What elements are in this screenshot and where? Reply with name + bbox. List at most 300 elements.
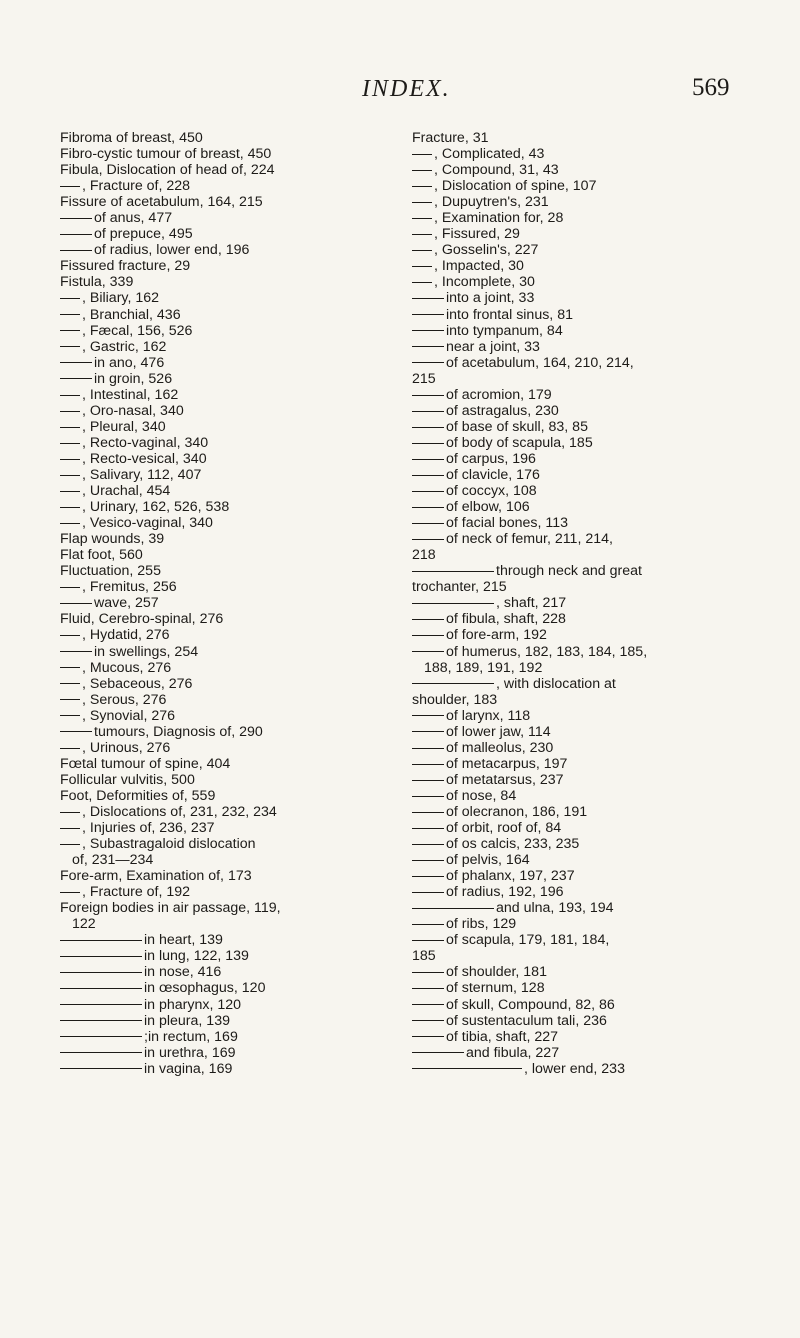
index-entry xyxy=(60,387,390,403)
index-entry xyxy=(60,371,390,387)
ditto-dash xyxy=(412,796,444,797)
index-entry xyxy=(412,644,752,660)
index-entry xyxy=(60,547,390,563)
index-entry xyxy=(412,194,752,210)
index-entry xyxy=(60,499,390,515)
index-entry-text: and fibula, 227 xyxy=(466,1044,560,1061)
index-entry xyxy=(60,740,390,756)
index-entry xyxy=(60,451,390,467)
index-entry-text: of olecranon, 186, 191 xyxy=(446,803,588,820)
index-entry xyxy=(412,1045,752,1061)
ditto-dash xyxy=(60,828,80,829)
ditto-dash xyxy=(412,507,444,508)
index-entry-text: of nose, 84 xyxy=(446,787,517,804)
index-entry-text: into a joint, 33 xyxy=(446,290,535,307)
ditto-dash xyxy=(60,651,92,652)
index-entry-text: , Recto-vesical, 340 xyxy=(82,450,207,467)
index-entry-text: , Fracture of, 228 xyxy=(82,178,191,195)
ditto-dash xyxy=(60,988,142,989)
index-entry-text: , with dislocation at xyxy=(496,675,616,692)
index-entry xyxy=(60,226,390,242)
ditto-dash xyxy=(412,603,494,604)
ditto-dash xyxy=(60,298,80,299)
index-entry xyxy=(412,1061,752,1077)
index-entry-text: , Hydatid, 276 xyxy=(82,627,170,644)
ditto-dash xyxy=(60,1020,142,1021)
index-entry-text: wave, 257 xyxy=(94,595,159,612)
index-entry xyxy=(412,836,752,852)
index-entry-text: of radius, 192, 196 xyxy=(446,884,564,901)
ditto-dash xyxy=(60,715,80,716)
index-entry xyxy=(60,627,390,643)
index-entry xyxy=(412,676,752,692)
index-entry xyxy=(60,772,390,788)
index-entry xyxy=(412,1013,752,1029)
ditto-dash xyxy=(60,314,80,315)
index-entry xyxy=(60,323,390,339)
ditto-dash xyxy=(412,1020,444,1021)
ditto-dash xyxy=(412,234,432,235)
ditto-dash xyxy=(412,266,432,267)
index-entry-text: of malleolus, 230 xyxy=(446,739,554,756)
index-entry-text: Foot, Deformities of, 559 xyxy=(60,787,216,804)
index-entry xyxy=(60,724,390,740)
ditto-dash xyxy=(412,780,444,781)
index-entry-text: of pelvis, 164 xyxy=(446,852,530,869)
index-entry-text: in pharynx, 120 xyxy=(144,996,242,1013)
index-entry-text: of larynx, 118 xyxy=(446,707,531,724)
index-column-left xyxy=(60,130,390,1077)
index-entry-text: , Fissured, 29 xyxy=(434,226,520,243)
index-entry-text: , Serous, 276 xyxy=(82,691,167,708)
ditto-dash xyxy=(60,972,142,973)
index-entry xyxy=(412,451,752,467)
index-entry-text: Fibro-cystic tumour of breast, 450 xyxy=(60,146,272,163)
ditto-dash xyxy=(412,748,444,749)
index-entry-text: , Gosselin's, 227 xyxy=(434,242,539,259)
index-entry xyxy=(412,371,752,387)
index-entry xyxy=(60,611,390,627)
ditto-dash xyxy=(412,731,444,732)
index-entry xyxy=(412,820,752,836)
index-entry xyxy=(412,980,752,996)
index-entry xyxy=(60,515,390,531)
ditto-dash xyxy=(412,346,444,347)
ditto-dash xyxy=(60,491,80,492)
index-entry-text: of prepuce, 495 xyxy=(94,226,193,243)
index-entry-text: , Urinary, 162, 526, 538 xyxy=(82,499,230,516)
index-entry-text: in urethra, 169 xyxy=(144,1044,236,1061)
index-entry-text: , Mucous, 276 xyxy=(82,659,172,676)
ditto-dash xyxy=(412,908,494,909)
ditto-dash xyxy=(60,1068,142,1069)
ditto-dash xyxy=(412,298,444,299)
ditto-dash xyxy=(412,828,444,829)
index-entry-text: Fore-arm, Examination of, 173 xyxy=(60,868,252,885)
ditto-dash xyxy=(60,940,142,941)
index-entry-text: of facial bones, 113 xyxy=(446,515,568,532)
index-entry xyxy=(60,130,390,146)
ditto-dash xyxy=(60,731,92,732)
index-entry xyxy=(60,146,390,162)
ditto-dash xyxy=(412,395,444,396)
index-entry-text: trochanter, 215 xyxy=(412,579,507,596)
index-entry xyxy=(60,836,390,852)
index-entry xyxy=(412,563,752,579)
ditto-dash xyxy=(60,234,92,235)
ditto-dash xyxy=(412,491,444,492)
index-entry-text: shoulder, 183 xyxy=(412,691,498,708)
index-entry-text: Fluctuation, 255 xyxy=(60,563,161,580)
ditto-dash xyxy=(60,507,80,508)
ditto-dash xyxy=(60,523,80,524)
index-entry-text: of tibia, shaft, 227 xyxy=(446,1028,558,1045)
index-entry-text: in vagina, 169 xyxy=(144,1060,233,1077)
index-entry xyxy=(60,980,390,996)
index-entry-text: into frontal sinus, 81 xyxy=(446,306,573,323)
index-entry-text: in nose, 416 xyxy=(144,964,222,981)
index-entry-text: of elbow, 106 xyxy=(446,499,530,516)
ditto-dash xyxy=(60,956,142,957)
index-entry xyxy=(60,1013,390,1029)
index-entry-text: 218 xyxy=(412,547,436,564)
index-entry-text: Foreign bodies in air passage, 119, xyxy=(60,900,281,917)
index-entry-text: 188, 189, 191, 192 xyxy=(424,659,543,676)
index-entry-text: in groin, 526 xyxy=(94,370,173,387)
index-entry xyxy=(412,964,752,980)
index-entry xyxy=(412,692,752,708)
index-entry xyxy=(412,178,752,194)
ditto-dash xyxy=(412,523,444,524)
index-entry xyxy=(412,740,752,756)
index-entry xyxy=(412,419,752,435)
ditto-dash xyxy=(60,218,92,219)
index-entry-text: of coccyx, 108 xyxy=(446,483,537,500)
ditto-dash xyxy=(412,459,444,460)
index-entry xyxy=(60,194,390,210)
ditto-dash xyxy=(412,892,444,893)
ditto-dash xyxy=(60,844,80,845)
index-entry-text: of skull, Compound, 82, 86 xyxy=(446,996,615,1013)
index-entry xyxy=(412,997,752,1013)
index-entry-text: of fibula, shaft, 228 xyxy=(446,611,566,628)
index-entry xyxy=(60,339,390,355)
index-entry xyxy=(60,788,390,804)
index-entry-text: Flap wounds, 39 xyxy=(60,531,165,548)
index-entry-text: of body of scapula, 185 xyxy=(446,434,593,451)
index-entry-text: in swellings, 254 xyxy=(94,643,199,660)
index-entry-text: in œsophagus, 120 xyxy=(144,980,266,997)
index-entry-text: of humerus, 182, 183, 184, 185, xyxy=(446,643,648,660)
ditto-dash xyxy=(60,330,80,331)
ditto-dash xyxy=(412,635,444,636)
index-entry-text: of clavicle, 176 xyxy=(446,466,540,483)
ditto-dash xyxy=(60,346,80,347)
index-entry-text: of astragalus, 230 xyxy=(446,402,559,419)
index-entry-text: of scapula, 179, 181, 184, xyxy=(446,932,610,949)
index-entry xyxy=(60,435,390,451)
index-entry xyxy=(60,644,390,660)
index-entry xyxy=(60,964,390,980)
index-entry-text: , Vesico-vaginal, 340 xyxy=(82,515,213,532)
index-entry xyxy=(60,290,390,306)
ditto-dash xyxy=(60,395,80,396)
index-entry xyxy=(60,916,390,932)
ditto-dash xyxy=(412,411,444,412)
index-entry-text: ;in rectum, 169 xyxy=(144,1028,238,1045)
index-entry-text: , Pleural, 340 xyxy=(82,418,166,435)
index-entry-text: of base of skull, 83, 85 xyxy=(446,418,588,435)
ditto-dash xyxy=(412,571,494,572)
ditto-dash xyxy=(412,250,432,251)
index-entry xyxy=(60,900,390,916)
index-entry-text: of orbit, roof of, 84 xyxy=(446,820,562,837)
ditto-dash xyxy=(60,587,80,588)
ditto-dash xyxy=(412,427,444,428)
index-entry xyxy=(60,1029,390,1045)
index-entry-text: , Dislocations of, 231, 232, 234 xyxy=(82,803,277,820)
page-header xyxy=(0,72,800,112)
ditto-dash xyxy=(412,924,444,925)
index-entry xyxy=(60,403,390,419)
index-entry-text: , Complicated, 43 xyxy=(434,146,545,163)
index-entry xyxy=(60,467,390,483)
index-entry xyxy=(60,419,390,435)
index-entry xyxy=(412,515,752,531)
index-entry xyxy=(412,756,752,772)
ditto-dash xyxy=(412,844,444,845)
ditto-dash xyxy=(412,1004,444,1005)
index-entry-text: Fistula, 339 xyxy=(60,274,134,291)
index-entry xyxy=(60,162,390,178)
ditto-dash xyxy=(60,635,80,636)
index-entry-text: , Compound, 31, 43 xyxy=(434,162,559,179)
index-entry xyxy=(412,708,752,724)
index-entry-text: Fissure of acetabulum, 164, 215 xyxy=(60,194,263,211)
ditto-dash xyxy=(412,443,444,444)
index-entry xyxy=(412,403,752,419)
ditto-dash xyxy=(60,378,92,379)
index-entry-text: of fore-arm, 192 xyxy=(446,627,547,644)
index-entry xyxy=(60,531,390,547)
index-entry-text: of sustentaculum tali, 236 xyxy=(446,1012,607,1029)
index-entry-text: Flat foot, 560 xyxy=(60,547,143,564)
index-entry-text: near a joint, 33 xyxy=(446,338,540,355)
ditto-dash xyxy=(412,475,444,476)
ditto-dash xyxy=(412,876,444,877)
ditto-dash xyxy=(60,362,92,363)
ditto-dash xyxy=(60,443,80,444)
index-entry xyxy=(412,483,752,499)
index-entry-text: , Sebaceous, 276 xyxy=(82,675,193,692)
index-entry-text: in lung, 122, 139 xyxy=(144,948,249,965)
index-entry xyxy=(60,660,390,676)
index-entry-text: Fluid, Cerebro-spinal, 276 xyxy=(60,611,224,628)
index-entry xyxy=(412,948,752,964)
index-entry-text: of radius, lower end, 196 xyxy=(94,242,250,259)
index-entry-text: and ulna, 193, 194 xyxy=(496,900,614,917)
index-entry-text: in pleura, 139 xyxy=(144,1012,230,1029)
ditto-dash xyxy=(60,1036,142,1037)
index-entry-text: , Dislocation of spine, 107 xyxy=(434,178,597,195)
ditto-dash xyxy=(412,940,444,941)
index-entry xyxy=(412,210,752,226)
index-entry xyxy=(412,307,752,323)
index-entry xyxy=(60,210,390,226)
ditto-dash xyxy=(412,314,444,315)
ditto-dash xyxy=(412,202,432,203)
index-entry xyxy=(60,932,390,948)
ditto-dash xyxy=(412,683,494,684)
index-entry xyxy=(60,804,390,820)
index-entry xyxy=(412,499,752,515)
index-entry xyxy=(412,932,752,948)
index-entry-text: in heart, 139 xyxy=(144,932,223,949)
index-entry xyxy=(60,595,390,611)
index-entry-text: , Oro-nasal, 340 xyxy=(82,402,184,419)
index-entry-text: 185 xyxy=(412,948,436,965)
index-entry xyxy=(60,997,390,1013)
index-entry-text: of acetabulum, 164, 210, 214, xyxy=(446,354,634,371)
index-entry-text: Fissured fracture, 29 xyxy=(60,258,191,275)
index-entry xyxy=(412,274,752,290)
index-entry xyxy=(60,274,390,290)
ditto-dash xyxy=(412,812,444,813)
index-entry xyxy=(60,483,390,499)
ditto-dash xyxy=(412,619,444,620)
index-entry-text: of anus, 477 xyxy=(94,210,173,227)
index-entry xyxy=(60,563,390,579)
index-entry xyxy=(60,884,390,900)
index-entry xyxy=(60,1045,390,1061)
ditto-dash xyxy=(60,427,80,428)
ditto-dash xyxy=(60,411,80,412)
index-column-right xyxy=(412,130,752,1077)
index-entry xyxy=(60,692,390,708)
index-entry-text: of carpus, 196 xyxy=(446,450,536,467)
index-entry xyxy=(412,900,752,916)
index-entry xyxy=(412,162,752,178)
page-number: 569 xyxy=(692,74,730,101)
index-entry xyxy=(412,595,752,611)
index-entry xyxy=(412,226,752,242)
index-entry xyxy=(412,531,752,547)
index-entry xyxy=(412,579,752,595)
index-entry-text: , Fracture of, 192 xyxy=(82,884,191,901)
index-entry-text: of sternum, 128 xyxy=(446,980,545,997)
index-entry xyxy=(412,788,752,804)
ditto-dash xyxy=(60,699,80,700)
index-entry-text: , Biliary, 162 xyxy=(82,290,160,307)
index-entry-text: , lower end, 233 xyxy=(524,1060,625,1077)
index-entry-text: , Injuries of, 236, 237 xyxy=(82,820,215,837)
index-entry-text: , Fæcal, 156, 526 xyxy=(82,322,193,339)
index-entry xyxy=(60,579,390,595)
index-entry xyxy=(60,708,390,724)
index-entry xyxy=(412,146,752,162)
ditto-dash xyxy=(412,715,444,716)
ditto-dash xyxy=(412,1036,444,1037)
ditto-dash xyxy=(412,186,432,187)
ditto-dash xyxy=(60,475,80,476)
index-entry xyxy=(412,467,752,483)
index-entry xyxy=(412,660,752,676)
index-entry xyxy=(412,884,752,900)
index-entry xyxy=(60,868,390,884)
index-entry-text: Fœtal tumour of spine, 404 xyxy=(60,755,231,772)
index-entry xyxy=(60,242,390,258)
index-entry-text: , Intestinal, 162 xyxy=(82,386,179,403)
running-title: INDEX. xyxy=(362,76,451,102)
index-entry-text: Fibula, Dislocation of head of, 224 xyxy=(60,162,275,179)
index-entry xyxy=(412,387,752,403)
ditto-dash xyxy=(60,186,80,187)
index-entry-text: of lower jaw, 114 xyxy=(446,723,551,740)
index-entry xyxy=(412,355,752,371)
index-entry-text: of acromion, 179 xyxy=(446,386,552,403)
index-entry xyxy=(412,435,752,451)
ditto-dash xyxy=(412,860,444,861)
index-entry-text: of, 231—234 xyxy=(72,852,154,869)
ditto-dash xyxy=(60,748,80,749)
index-entry-text: of phalanx, 197, 237 xyxy=(446,868,575,885)
index-entry xyxy=(412,804,752,820)
index-entry xyxy=(60,1061,390,1077)
index-entry-text: , Urachal, 454 xyxy=(82,483,171,500)
index-entry xyxy=(412,547,752,563)
index-entry-text: , Salivary, 112, 407 xyxy=(82,466,202,483)
index-entry-text: tumours, Diagnosis of, 290 xyxy=(94,723,263,740)
index-entry-text: , Recto-vaginal, 340 xyxy=(82,434,209,451)
index-entry-text: , Incomplete, 30 xyxy=(434,274,535,291)
index-entry xyxy=(60,948,390,964)
ditto-dash xyxy=(60,459,80,460)
index-entry xyxy=(412,772,752,788)
index-entry xyxy=(412,323,752,339)
index-entry-text: into tympanum, 84 xyxy=(446,322,563,339)
index-entry xyxy=(412,130,752,146)
ditto-dash xyxy=(412,282,432,283)
index-entry xyxy=(60,756,390,772)
ditto-dash xyxy=(412,651,444,652)
index-entry-text: , shaft, 217 xyxy=(496,595,567,612)
ditto-dash xyxy=(60,667,80,668)
index-entry-text: Fibroma of breast, 450 xyxy=(60,130,203,146)
index-entry-text: Fracture, 31 xyxy=(412,130,489,146)
index-entry-text: Follicular vulvitis, 500 xyxy=(60,771,195,788)
index-entry-text: , Synovial, 276 xyxy=(82,707,176,724)
index-entry-text: , Gastric, 162 xyxy=(82,338,167,355)
index-entry xyxy=(412,916,752,932)
index-entry xyxy=(60,307,390,323)
ditto-dash xyxy=(412,764,444,765)
ditto-dash xyxy=(412,972,444,973)
ditto-dash xyxy=(412,539,444,540)
index-entry xyxy=(412,724,752,740)
index-entry xyxy=(412,290,752,306)
ditto-dash xyxy=(60,250,92,251)
ditto-dash xyxy=(412,330,444,331)
index-entry xyxy=(60,258,390,274)
index-entry xyxy=(412,242,752,258)
ditto-dash xyxy=(60,683,80,684)
index-entry xyxy=(60,852,390,868)
index-entry-text: of metacarpus, 197 xyxy=(446,755,568,772)
ditto-dash xyxy=(412,218,432,219)
index-entry xyxy=(412,611,752,627)
index-entry-text: , Impacted, 30 xyxy=(434,258,524,275)
index-entry-text: of metatarsus, 237 xyxy=(446,771,564,788)
